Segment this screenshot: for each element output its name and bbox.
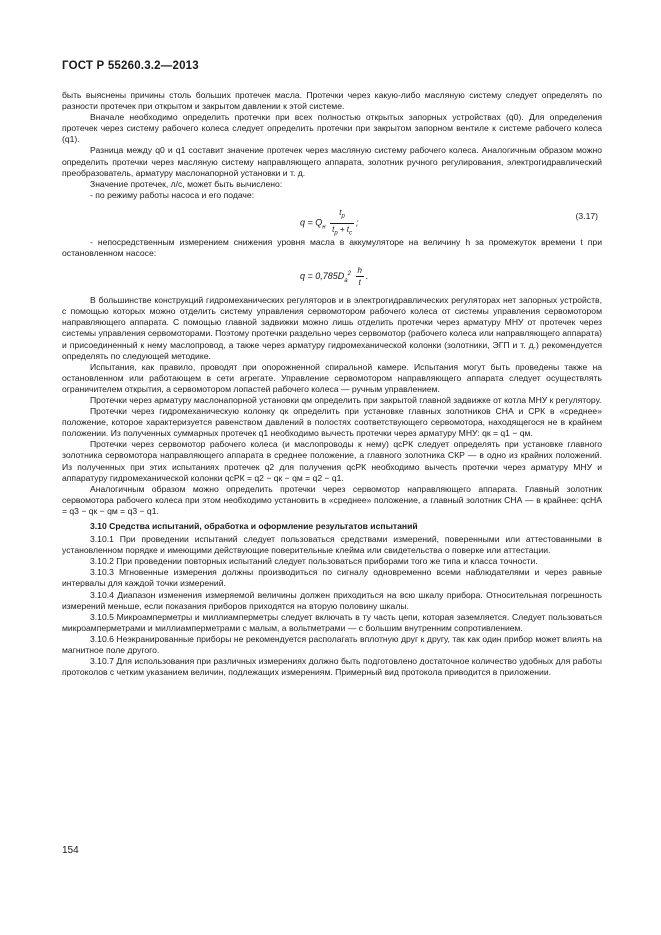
paragraph: Протечки через арматуру маслонапорной установки qм определить при закрытой главной задвижке от котла МНУ к регулятору. xyxy=(90,394,602,405)
paragraph: 3.10.1 При проведении испытаний следует пользоваться средствами измерений, поверенными или аттестованными в установленном порядке и имеющими действующие поверительные клейма или свидетельства о поверке или аттестации. xyxy=(62,534,602,556)
paragraph: Испытания, как правило, проводят при опорожненной спиральной камере. Испытания могут быть проведены также на остановленном или работающем в сети агрегате. Управление сервомотором направляющего аппарата следует осуществлять ограничителем открытия, а сервомотором лопастей рабочего колеса — ручным управлением. xyxy=(62,361,602,394)
paragraph: 3.10.3 Мгновенные измерения должны производиться по сигналу одновременно всеми наблюдателями и через равные интервалы для каждой точки измерений. xyxy=(62,567,602,589)
paragraph: Протечки через сервомотор рабочего колеса (и маслопроводы к нему) qсРК следует определять при установке главного золотника сервомотора направляющего аппарата в среднее положение, а главного золотника СКР — в одно из крайних положений. Из полученных при этих испытаниях протечек q2 для получения qсРК необходимо вычесть протечки через арматуру МНУ и аппаратуру гидромеханической колонки qсРК = q2 − qк − qм = q2 − q1. xyxy=(62,439,602,483)
formula-level-drop xyxy=(62,259,602,295)
paragraph: Протечки через гидромеханическую колонку qк определить при установке главных золотников СНА и СРК в «среднее» положение, которое характеризуется равенством давлений в полостях соответствующего сервомотора, находящегося не в крайнем положении. Из полученных суммарных протечек q1 необходимо вычесть протечки через арматуру МНУ: qк = q1 − qм. xyxy=(62,406,602,439)
document-header: ГОСТ Р 55260.3.2—2013 xyxy=(62,60,199,72)
paragraph: В большинстве конструкций гидромеханических регуляторов и в электрогидравлических регуляторах нет запорных устройств, с помощью которых можно отделить систему управления сервомотором рабочего колеса от системы управления сервомотором направляющего аппарата. С помощью главной задвижки можно лишь отделить протечки через арматуру МНУ от протечек через системы управления сервомоторами. Поэтому протечки раздельно через сервомотор (рабочего колеса или направляющего аппарата) и присоединенный к нему маслопровод, а также через арматуру гидромеханической колонки (золотники, ЭГП и т. д.) рекомендуется определять по следующей методике. xyxy=(62,295,602,361)
paragraph: Вначале необходимо определить протечки при всех полностью открытых запорных устройствах (q0). Для определения протечек через систему рабочего колеса следует определить протечки при закрытом запорном вентиле к системе рабочего колеса (q1). xyxy=(62,112,602,145)
paragraph: 3.10.4 Диапазон изменения измеряемой величины должен приходиться на всю шкалу прибора. Относительная погрешность измерений меньше, если показания приборов приходятся на вторую половину шкалы. xyxy=(62,589,602,611)
formula-expression: $q = 0,785D_а^2$ $\frac{h}{t}$ . xyxy=(300,266,369,288)
paragraph: 3.10.2 При проведении повторных испытаний следует пользоваться приборами того же типа и класса точности. xyxy=(90,556,538,567)
paragraph: Значение протечек, л/с, может быть вычислено: xyxy=(90,178,283,189)
paragraph: - непосредственным измерением снижения уровня масла в аккумуляторе на величину h за промежуток времени t при остановленном насосе: xyxy=(62,236,602,259)
formula-3-17 xyxy=(62,201,602,237)
formula-number: (3.17) xyxy=(575,210,598,221)
paragraph: быть выяснены причины столь больших протечек масла. Протечки через какую-либо масляную систему следует определять по разности протечек при открытом и закрытом давлении к этой системе. xyxy=(62,90,602,112)
paragraph: Разница между q0 и q1 составит значение протечек через масляную систему рабочего колеса. Аналогичным образом можно определить протечки через масляную систему направляющего аппарата, золотник ручного регулирования, электрогидравлический преобразователь, арматуру маслонапорной установки и т. д. xyxy=(62,145,602,178)
paragraph: - по режиму работы насоса и его подаче: xyxy=(90,189,255,200)
document-body xyxy=(62,90,602,678)
paragraph: 3.10.7 Для использования при различных измерениях должно быть подготовлено достаточное количество удобных для работы протоколов с четким указанием величин, подлежащих измерениям. Примерный вид протокола приводится в приложении. xyxy=(62,656,602,678)
page-number: 154 xyxy=(62,845,79,856)
paragraph: Аналогичным образом можно определить протечки через сервомотор направляющего аппарата. Главный золотник сервомотора рабочего колеса при этом необходимо установить в «среднее» положение, а главный золотник СНА — в крайнее: qсНА = q3 − qк − qм = q3 − q1. xyxy=(62,483,602,516)
formula-expression: $q = Q_н$ $\frac{t_р}{t_р + t_с}$ ; xyxy=(300,207,359,237)
paragraph: 3.10.6 Неэкранированные приборы не рекомендуется располагать вплотную друг к другу, так как один прибор может влиять на магнитное поле другого. xyxy=(62,633,602,656)
paragraph: 3.10.5 Микроамперметры и миллиамперметры следует включать в ту часть цепи, которая заземляется. Следует пользоваться микроамперметрами и миллиамперметрами с малым, а вольтметрами — с большим внутренним сопротивлением. xyxy=(62,611,602,633)
section-title: 3.10 Средства испытаний, обработка и оформление результатов испытаний xyxy=(90,521,418,531)
